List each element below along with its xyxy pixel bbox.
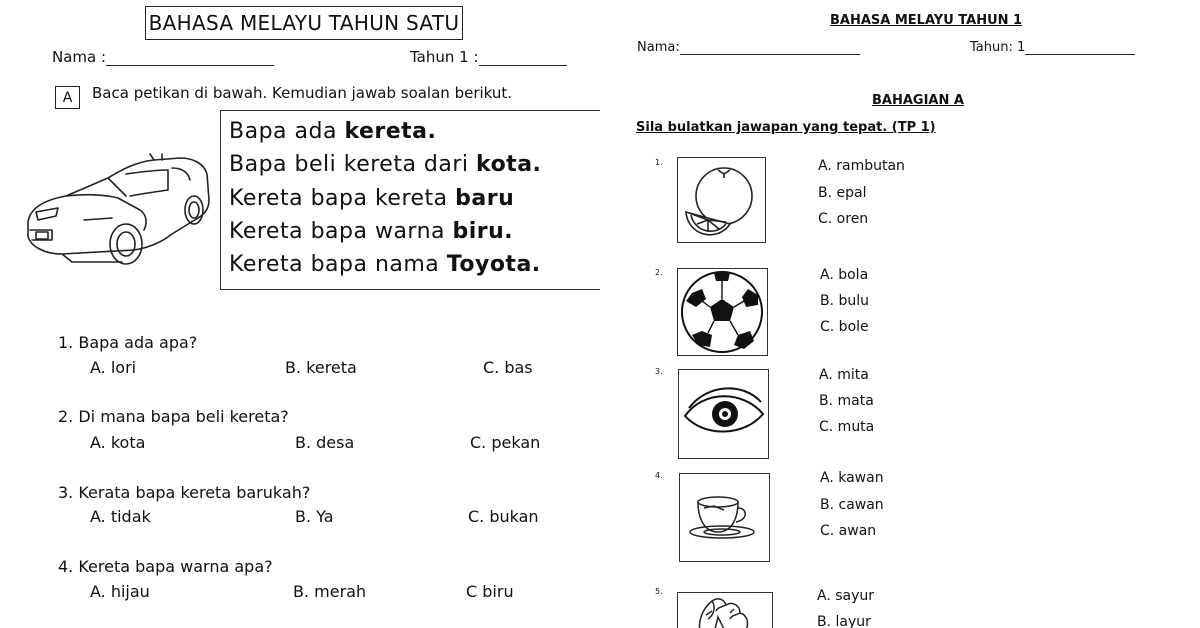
- picture-frame: [679, 473, 770, 562]
- football-icon: [678, 269, 767, 355]
- question-number: 5.: [655, 587, 663, 596]
- passage-line: [229, 152, 541, 177]
- passage-text: Kereta bapa warna: [229, 219, 453, 244]
- picture-frame: [678, 369, 769, 459]
- passage-line: [229, 219, 513, 244]
- passage-text: Bapa ada: [229, 119, 345, 144]
- name-blank: [680, 54, 860, 55]
- worksheet-title: [145, 6, 463, 40]
- answer-option[interactable]: A. kota: [90, 433, 146, 452]
- year-field: [410, 48, 567, 66]
- answer-option[interactable]: A. mita: [819, 367, 869, 383]
- question-text: 4. Kereta bapa warna apa?: [58, 557, 273, 576]
- section-heading: BAHAGIAN A: [872, 93, 964, 108]
- passage-line: [229, 252, 541, 277]
- passage-keyword: kota.: [476, 152, 542, 177]
- name-field: [637, 40, 860, 55]
- reading-passage: [220, 110, 600, 290]
- passage-keyword: kereta.: [344, 119, 437, 144]
- answer-option[interactable]: C. bukan: [468, 507, 539, 526]
- answer-option[interactable]: B. cawan: [820, 497, 884, 513]
- answer-option[interactable]: A. kawan: [820, 470, 884, 486]
- answer-option[interactable]: B. Ya: [295, 507, 334, 526]
- question-number: 2.: [655, 268, 663, 277]
- answer-option[interactable]: A. rambutan: [818, 158, 905, 174]
- teacup-icon: [680, 474, 769, 561]
- section-letter: A: [62, 89, 73, 106]
- year-blank: [479, 65, 567, 66]
- worksheet-title: BAHASA MELAYU TAHUN 1: [830, 13, 1023, 28]
- question-text: 2. Di mana bapa beli kereta?: [58, 407, 289, 426]
- passage-keyword: baru: [455, 186, 515, 211]
- question-number: 1.: [655, 158, 663, 167]
- answer-option[interactable]: A. bola: [820, 267, 869, 283]
- name-label: Nama :: [52, 48, 107, 66]
- answer-option[interactable]: C biru: [466, 582, 514, 601]
- passage-keyword: biru.: [452, 219, 514, 244]
- passage-line: [229, 186, 514, 211]
- question-text: 1. Bapa ada apa?: [58, 333, 198, 352]
- answer-option[interactable]: A. tidak: [90, 507, 151, 526]
- answer-option[interactable]: C. pekan: [470, 433, 541, 452]
- name-field: [52, 48, 274, 66]
- answer-option[interactable]: B. kereta: [285, 358, 357, 377]
- answer-option[interactable]: C. awan: [820, 523, 877, 539]
- eye-icon: [679, 370, 768, 458]
- answer-option[interactable]: B. merah: [293, 582, 367, 601]
- section-letter-box: [55, 86, 80, 109]
- answer-option[interactable]: B. mata: [819, 393, 874, 409]
- answer-option[interactable]: B. epal: [818, 185, 867, 201]
- worksheet-right: [610, 0, 1200, 628]
- passage-line: [229, 119, 436, 144]
- instruction-text: Sila bulatkan jawapan yang tepat. (TP 1): [636, 120, 936, 135]
- name-blank: [106, 65, 274, 66]
- answer-option[interactable]: A. lori: [90, 358, 137, 377]
- orange-icon: [678, 158, 765, 242]
- answer-option[interactable]: C. bas: [483, 358, 533, 377]
- answer-option[interactable]: A. hijau: [90, 582, 150, 601]
- passage-text: Kereta bapa kereta: [229, 186, 456, 211]
- year-label: Tahun 1 :: [410, 48, 479, 66]
- picture-frame: [677, 157, 766, 243]
- question-number: 4.: [655, 471, 663, 480]
- year-field: [970, 40, 1135, 55]
- year-label: Tahun: 1: [970, 40, 1026, 55]
- worksheet-title-text: BAHASA MELAYU TAHUN SATU: [148, 11, 460, 35]
- picture-frame: [677, 592, 773, 628]
- picture-frame: [677, 268, 768, 356]
- passage-text: Bapa beli kereta dari: [229, 152, 477, 177]
- vegetable-icon: [678, 593, 772, 628]
- answer-option[interactable]: C. oren: [818, 211, 869, 227]
- year-blank: [1025, 54, 1135, 55]
- answer-option[interactable]: B. bulu: [820, 293, 870, 309]
- car-icon: [22, 150, 214, 268]
- answer-option[interactable]: C. bole: [820, 319, 869, 335]
- answer-option[interactable]: B. layur: [817, 614, 871, 628]
- instruction-text: Baca petikan di bawah. Kemudian jawab soalan berikut.: [92, 84, 513, 102]
- name-label: Nama:: [637, 40, 680, 55]
- passage-text: Kereta bapa nama: [229, 252, 447, 277]
- answer-option[interactable]: C. muta: [819, 419, 875, 435]
- answer-option[interactable]: A. sayur: [817, 588, 875, 604]
- answer-option[interactable]: B. desa: [295, 433, 355, 452]
- passage-keyword: Toyota.: [446, 252, 541, 277]
- question-number: 3.: [655, 367, 663, 376]
- question-text: 3. Kerata bapa kereta barukah?: [58, 483, 311, 502]
